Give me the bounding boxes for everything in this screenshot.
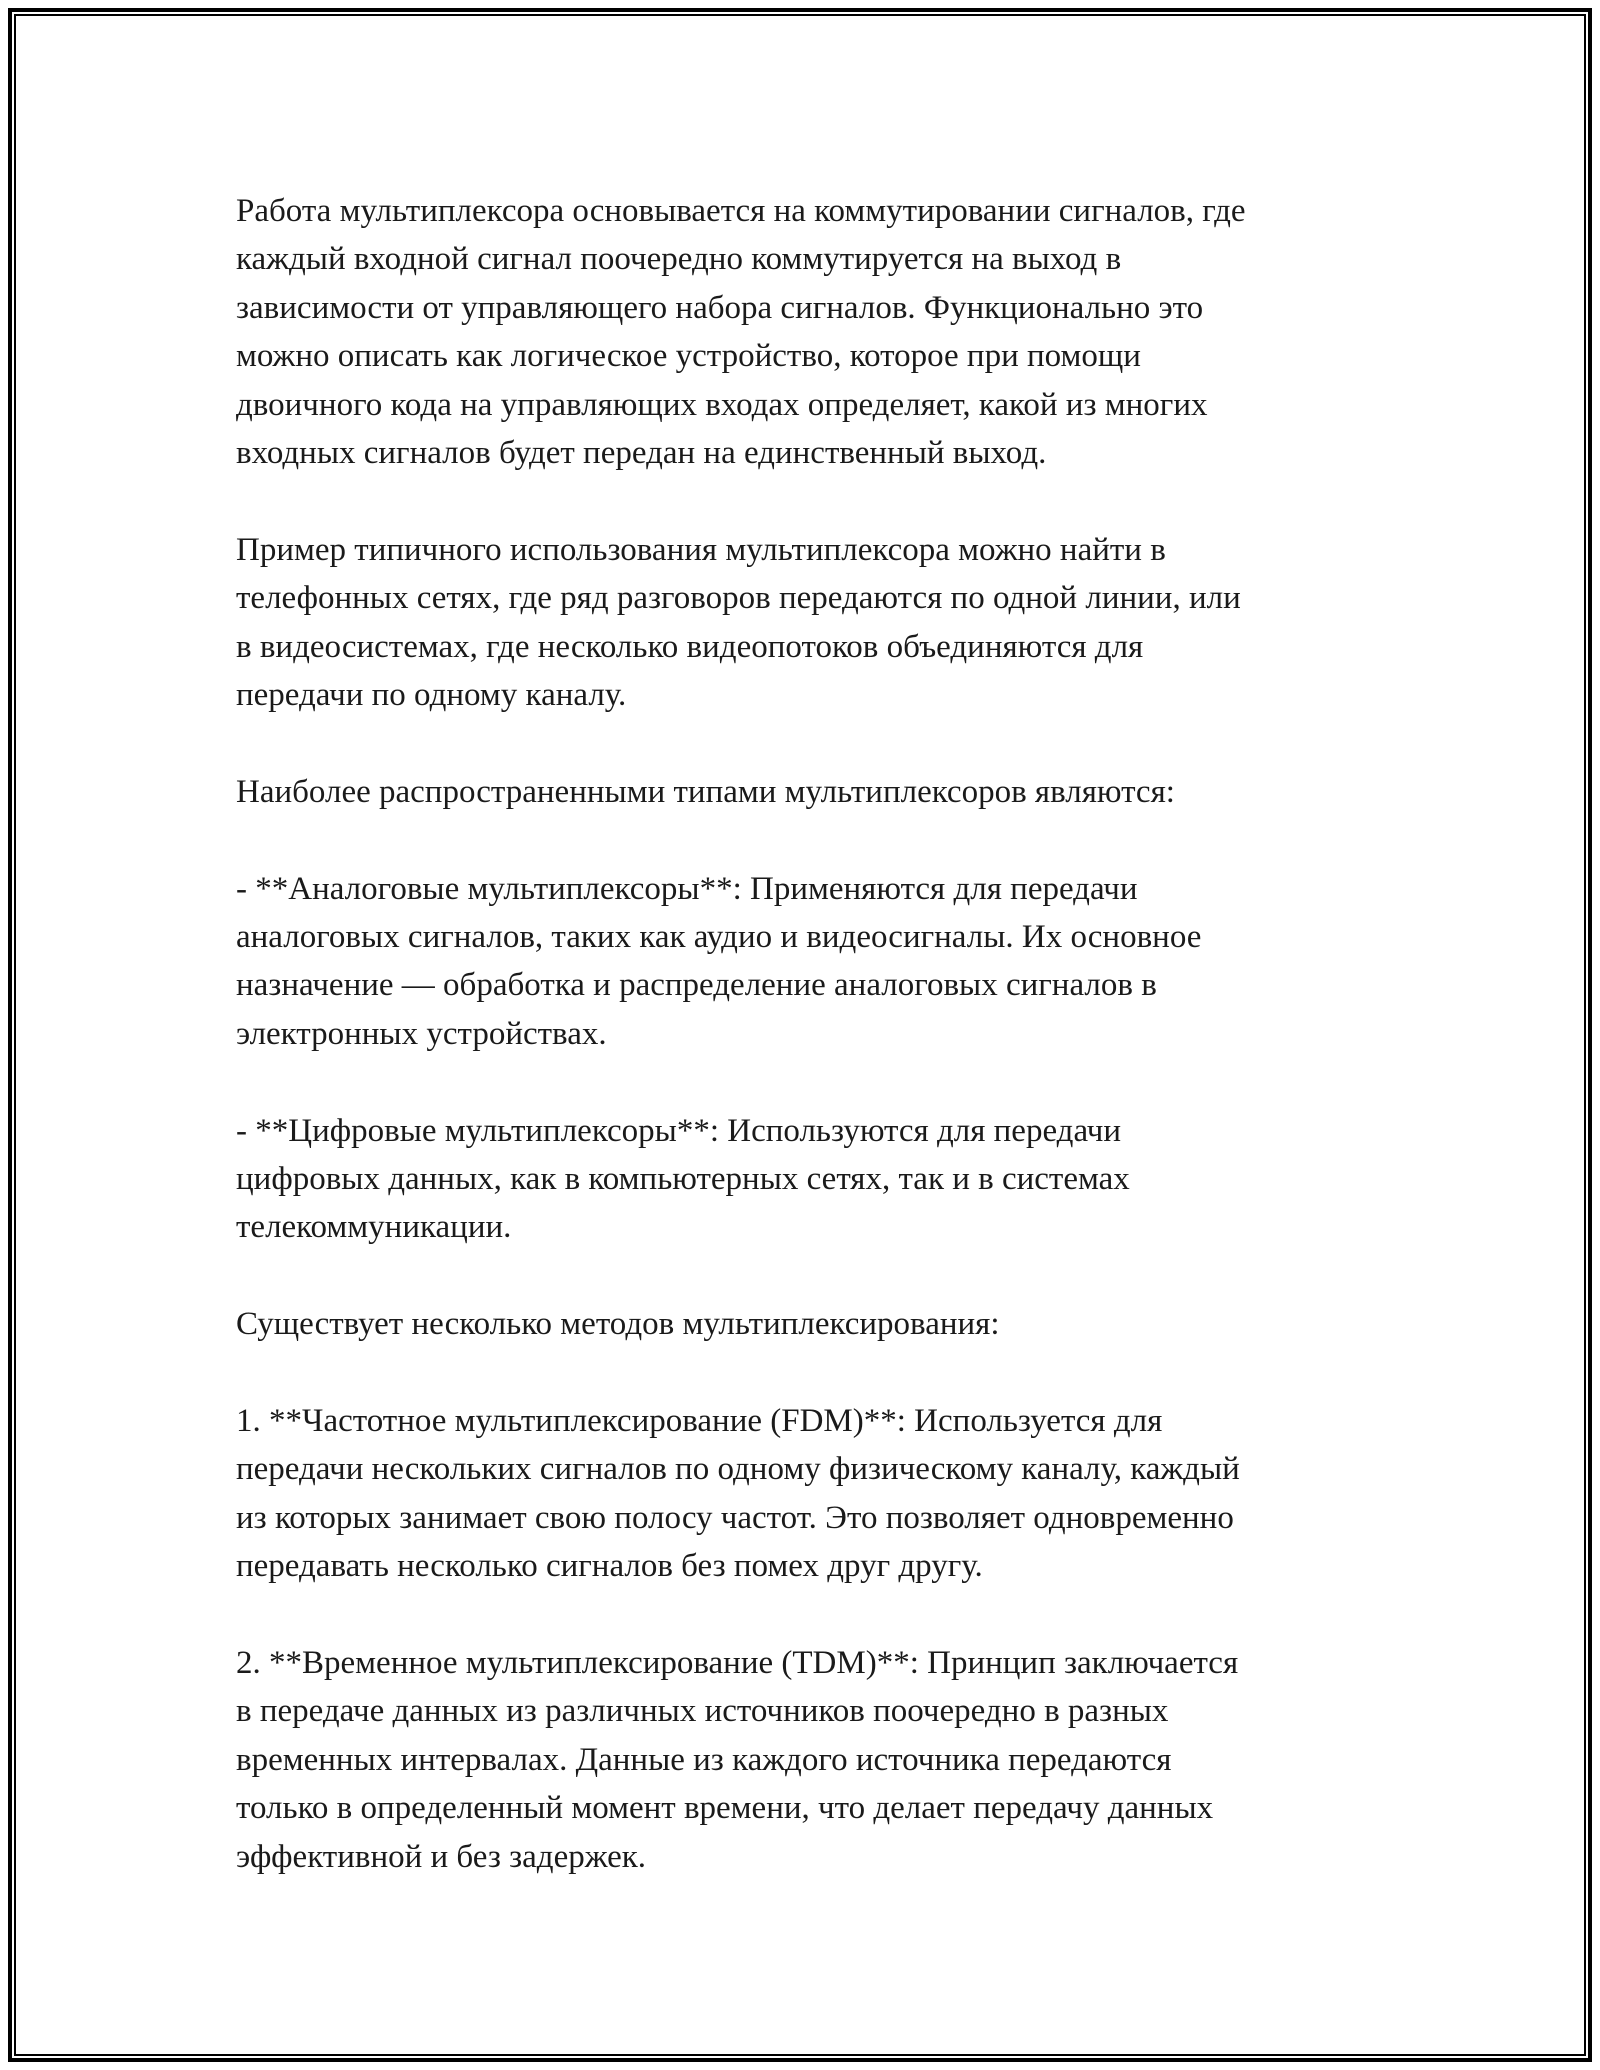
list-item-digital-mux: - **Цифровые мультиплексоры**: Используются для передачи цифровых данных, как в компьютерных сетях, так и в системах телекоммуникации. (236, 1112, 1130, 1246)
list-item-analog-mux: - **Аналоговые мультиплексоры**: Применяются для передачи аналоговых сигналов, таких как аудио и видеосигналы. Их основное назначение — обработка и распределение аналоговых сигналов в электронных устройствах. (236, 870, 1202, 1052)
paragraph-methods-intro: Существует несколько методов мультиплексирования: (236, 1306, 1000, 1343)
document-body (236, 187, 1396, 1881)
paragraph-mux-principle: Работа мультиплексора основывается на коммутировании сигналов, где каждый входной сигнал поочередно коммутируется на выход в зависимости от управляющего набора сигналов. Функционально это можно описать как логическое устройство, которое при помощи двоичного кода на управляющих входах определяет, какой из многих входных сигналов будет передан на единственный выход. (236, 193, 1246, 472)
paragraph-usage-example: Пример типичного использования мультиплексора можно найти в телефонных сетях, где ряд разговоров передаются по одной линии, или в видеосистемах, где несколько видеопотоков объединяются для передачи по одному каналу. (236, 531, 1241, 714)
paragraph-types-intro: Наиболее распространенными типами мультиплексоров являются: (236, 773, 1175, 810)
list-item-fdm: 1. **Частотное мультиплексирование (FDM)**: Используется для передачи нескольких сигналов по одному физическому каналу, каждый из которых занимает свою полосу частот. Это позволяет одновременно передавать несколько сигналов без помех друг другу. (236, 1403, 1240, 1585)
list-item-tdm: 2. **Временное мультиплексирование (TDM)**: Принцип заключается в передаче данных из различных источников поочередно в разных временных интервалах. Данные из каждого источника передаются только в определенный момент времени, что делает передачу данных эффективной и без задержек. (236, 1645, 1239, 1875)
